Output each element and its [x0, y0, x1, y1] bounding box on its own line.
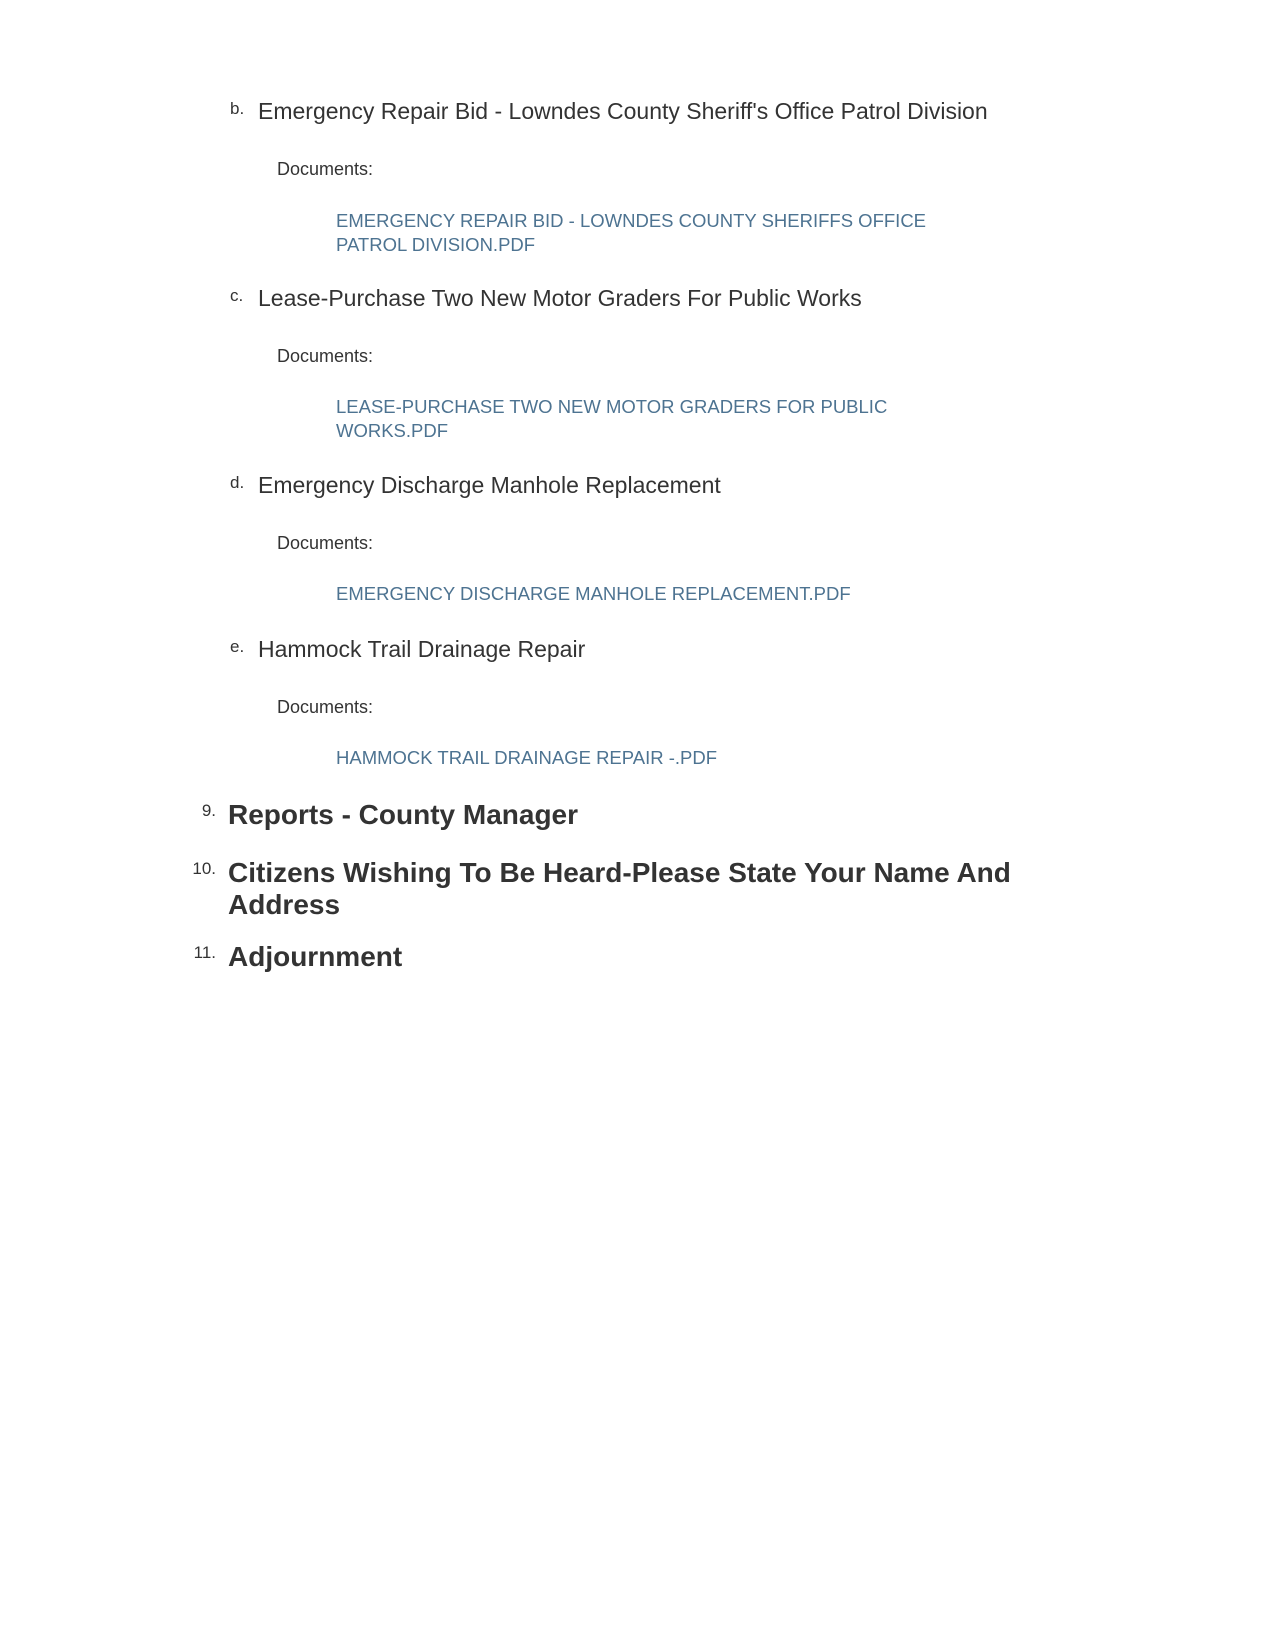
documents-label: Documents:	[277, 159, 374, 179]
item-letter: c.	[230, 286, 244, 305]
item-number: 10.	[192, 859, 216, 878]
agenda-item-title: Reports - County Manager	[228, 799, 579, 830]
documents-label: Documents:	[277, 697, 374, 717]
agenda-subitem-title: Emergency Repair Bid - Lowndes County Sheriff's Office Patrol Division	[258, 98, 988, 124]
agenda-subitem-title: Lease-Purchase Two New Motor Graders For Public Works	[258, 285, 862, 311]
documents-label: Documents:	[277, 533, 374, 553]
item-letter: e.	[230, 637, 245, 656]
document-link[interactable]: EMERGENCY DISCHARGE MANHOLE REPLACEMENT.PDF	[336, 583, 851, 604]
document-link[interactable]: EMERGENCY REPAIR BID - LOWNDES COUNTY SHERIFFS OFFICE PATROL DIVISION.PDF	[336, 210, 927, 255]
agenda-item-title: Citizens Wishing To Be Heard-Please State Your Name And Address	[228, 857, 1011, 920]
document-link[interactable]: LEASE-PURCHASE TWO NEW MOTOR GRADERS FOR PUBLIC WORKS.PDF	[336, 396, 888, 441]
documents-label: Documents:	[277, 346, 374, 366]
document-link[interactable]: HAMMOCK TRAIL DRAINAGE REPAIR -.PDF	[336, 747, 718, 768]
agenda-item-title: Adjournment	[228, 941, 403, 972]
agenda-subitem-title: Hammock Trail Drainage Repair	[258, 636, 586, 662]
item-letter: d.	[230, 473, 245, 492]
agenda-subitem-title: Emergency Discharge Manhole Replacement	[258, 472, 721, 498]
item-letter: b.	[230, 99, 245, 118]
item-number: 9.	[201, 801, 216, 820]
item-number: 11.	[193, 943, 216, 962]
